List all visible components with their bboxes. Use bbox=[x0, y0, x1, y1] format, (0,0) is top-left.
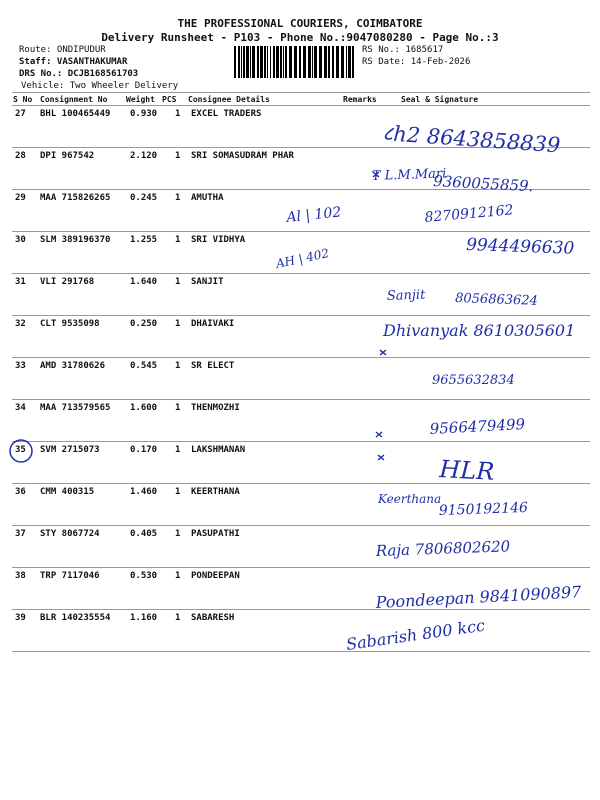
row-consignment: STY 8067724 bbox=[40, 529, 100, 539]
row-sno: 27 bbox=[15, 109, 26, 119]
row-pcs: 1 bbox=[175, 487, 181, 497]
handwritten-note: HLR bbox=[438, 455, 496, 486]
row-consignee: PASUPATHI bbox=[191, 529, 240, 539]
row-consignment: DPI 967542 bbox=[40, 151, 95, 161]
row-sno: 28 bbox=[15, 151, 26, 161]
vehicle-label: Vehicle: Two Wheeler Delivery bbox=[21, 81, 179, 91]
row-weight: 0.930 bbox=[130, 109, 158, 119]
row-weight: 0.250 bbox=[130, 319, 158, 329]
row-weight: 1.160 bbox=[130, 613, 158, 623]
row-weight: 0.245 bbox=[130, 193, 158, 203]
row-pcs: 1 bbox=[175, 445, 181, 455]
handwritten-note: Poondeepan 9841090897 bbox=[375, 582, 582, 612]
row-consignee: SABARESH bbox=[191, 613, 235, 623]
staff-label: Staff: VASANTHAKUMAR bbox=[19, 57, 128, 67]
col-seal: Seal & Signature bbox=[401, 95, 479, 104]
handwritten-note: Sanjit bbox=[386, 287, 426, 304]
row-sno: 39 bbox=[15, 613, 26, 623]
row-consignee: AMUTHA bbox=[191, 193, 224, 203]
row-consignment: MAA 715826265 bbox=[40, 193, 111, 203]
row-pcs: 1 bbox=[175, 277, 181, 287]
handwritten-note: 8270912162 bbox=[423, 202, 515, 226]
row-consignee: SRI VIDHYA bbox=[191, 235, 246, 245]
drs-number: DRS No.: DCJB168561703 bbox=[19, 69, 139, 79]
handwritten-note: 9944496630 bbox=[465, 235, 575, 259]
col-sno: S No bbox=[13, 95, 33, 104]
row-consignment: VLI 291768 bbox=[40, 277, 95, 287]
row-consignee: PONDEEPAN bbox=[191, 571, 240, 581]
handwritten-note: 9655632834 bbox=[432, 373, 515, 388]
row-pcs: 1 bbox=[175, 403, 181, 413]
row-consignment: SVM 2715073 bbox=[40, 445, 100, 455]
row-pcs: 1 bbox=[175, 319, 181, 329]
row-weight: 0.170 bbox=[130, 445, 158, 455]
row-consignee: EXCEL TRADERS bbox=[191, 109, 262, 119]
row-consignee: SR ELECT bbox=[191, 361, 235, 371]
row-sno: 37 bbox=[15, 529, 26, 539]
runsheet-title: THE PROFESSIONAL COURIERS, COIMBATORE bbox=[177, 17, 423, 30]
handwritten-note: 8056863624 bbox=[454, 291, 539, 309]
row-weight: 1.640 bbox=[130, 277, 158, 287]
row-sno: 29 bbox=[15, 193, 26, 203]
row-consignment: BLR 140235554 bbox=[40, 613, 111, 623]
row-sno: 35 bbox=[15, 445, 26, 455]
rs-date: RS Date: 14-Feb-2026 bbox=[362, 57, 471, 67]
handwritten-note: Raja 7806802620 bbox=[375, 537, 511, 560]
row-consignment: AMD 31780626 bbox=[40, 361, 106, 371]
col-consignment: Consignment No bbox=[40, 95, 108, 104]
row-pcs: 1 bbox=[175, 151, 181, 161]
row-consignee: KEERTHANA bbox=[191, 487, 240, 497]
row-consignment: TRP 7117046 bbox=[40, 571, 100, 581]
row-consignment: MAA 713579565 bbox=[40, 403, 111, 413]
row-weight: 0.530 bbox=[130, 571, 158, 581]
row-weight: 1.460 bbox=[130, 487, 158, 497]
row-pcs: 1 bbox=[175, 193, 181, 203]
row-sno: 33 bbox=[15, 361, 26, 371]
handwritten-note: 9150192146 bbox=[438, 499, 529, 519]
row-consignee: DHAIVAKI bbox=[191, 319, 235, 329]
row-pcs: 1 bbox=[175, 529, 181, 539]
handwritten-note: Sabarish 800 kcc bbox=[344, 615, 487, 654]
handwritten-note: AH | 402 bbox=[274, 246, 331, 271]
row-consignee: LAKSHMANAN bbox=[191, 445, 246, 455]
row-pcs: 1 bbox=[175, 109, 181, 119]
row-weight: 2.120 bbox=[130, 151, 158, 161]
row-consignment: SLM 389196370 bbox=[40, 235, 111, 245]
serial-circle-mark bbox=[10, 440, 32, 462]
handwritten-note: Dhivanyak 8610305601 bbox=[383, 321, 576, 340]
row-sno: 31 bbox=[15, 277, 26, 287]
row-consignee: THENMOZHI bbox=[191, 403, 240, 413]
col-pcs: PCS bbox=[162, 95, 177, 104]
col-consignee: Consignee Details bbox=[188, 95, 270, 104]
handwritten-note: Al | 102 bbox=[285, 204, 343, 226]
row-weight: 1.600 bbox=[130, 403, 158, 413]
row-pcs: 1 bbox=[175, 235, 181, 245]
row-sno: 36 bbox=[15, 487, 26, 497]
row-sno: 34 bbox=[15, 403, 26, 413]
runsheet-subtitle: Delivery Runsheet - P103 - Phone No.:9047080280 - Page No.:3 bbox=[101, 31, 499, 44]
row-weight: 0.405 bbox=[130, 529, 158, 539]
row-consignee: SRI SOMASUDRAM PHAR bbox=[191, 151, 294, 161]
handwritten-note: 9566479499 bbox=[429, 415, 526, 438]
row-sno: 30 bbox=[15, 235, 26, 245]
route-label: Route: ONDIPUDUR bbox=[19, 45, 106, 55]
col-weight: Weight bbox=[126, 95, 155, 104]
row-sno: 32 bbox=[15, 319, 26, 329]
col-remarks: Remarks bbox=[343, 95, 377, 104]
row-weight: 0.545 bbox=[130, 361, 158, 371]
handwritten-note: Keerthana bbox=[378, 492, 442, 506]
row-consignment: BHL 100465449 bbox=[40, 109, 111, 119]
row-consignment: CLT 9535098 bbox=[40, 319, 100, 329]
cross-mark bbox=[380, 350, 386, 355]
row-weight: 1.255 bbox=[130, 235, 158, 245]
handwritten-note: T L.M.Mari bbox=[371, 166, 447, 184]
row-pcs: 1 bbox=[175, 361, 181, 371]
row-pcs: 1 bbox=[175, 613, 181, 623]
handwritten-note: ८h2 8643858839 bbox=[381, 121, 561, 158]
row-consignee: SANJIT bbox=[191, 277, 224, 287]
cross-mark bbox=[376, 432, 382, 437]
row-sno: 38 bbox=[15, 571, 26, 581]
row-pcs: 1 bbox=[175, 571, 181, 581]
row-consignment: CMM 400315 bbox=[40, 487, 95, 497]
rs-number: RS No.: 1685617 bbox=[362, 45, 444, 55]
handwritten-note: 9360055859. bbox=[432, 172, 534, 196]
cross-mark bbox=[378, 455, 384, 460]
